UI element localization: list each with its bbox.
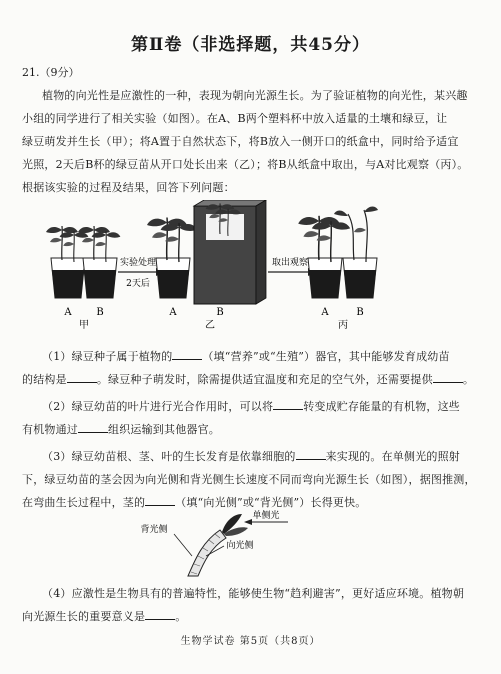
answer-blank[interactable] xyxy=(78,421,108,433)
cup-a-label: A xyxy=(64,307,72,318)
cup-b-label: B xyxy=(216,307,224,318)
paper-box xyxy=(194,200,266,304)
group-jia-cups xyxy=(46,226,120,298)
q4-line1: （4）应激性是生物具有的普遍特性，能够使生物“趋利避害”，更好适应环境。植物朝 xyxy=(42,587,465,600)
q3-line1: （3）绿豆幼苗根、茎、叶的生长发育是依靠细胞的 来实现的。在单侧光的照射 xyxy=(42,450,461,463)
q3-line3: 在弯曲生长过程中，茎的 （填“向光侧”或“背光侧”）长得更快。 xyxy=(22,496,367,509)
answer-blank[interactable] xyxy=(273,398,303,410)
answer-blank[interactable] xyxy=(172,348,202,360)
q2-line2: 有机物通过 组织运输到其他器官。 xyxy=(22,423,220,436)
experiment-figure xyxy=(30,200,470,330)
section-title: 第Ⅱ卷（非选择题，共45分） xyxy=(131,35,370,55)
back-side-label: 背光侧 xyxy=(140,525,168,535)
answer-blank[interactable] xyxy=(296,448,326,460)
page-footer: 生物学试卷 第5页（共8页） xyxy=(180,636,321,647)
arrow-experiment-top: 实验处理 xyxy=(119,258,157,268)
cup-b-label: B xyxy=(96,307,104,318)
q2-line1: （2）绿豆幼苗的叶片进行光合作用时，可以将 转变成贮存能量的有机物，这些 xyxy=(42,400,461,413)
q3-line2: 下，绿豆幼苗的茎会因为向光侧和背光侧生长速度不同而弯向光源生长（如图），据图推测， xyxy=(22,473,476,486)
answer-blank[interactable] xyxy=(67,371,97,383)
intro-line: 植物的向光性是应激性的一种，表现为朝向光源生长。为了验证植物的向光性，某兴趣 xyxy=(42,89,468,102)
group-yi-label: 乙 xyxy=(205,320,215,330)
intro-line: 绿豆萌发并生长（甲）；将A置于自然状态下，将B放入一侧开口的纸盒中，同时给予适宜 xyxy=(22,135,459,148)
intro-line: 小组的同学进行了相关实验（如图）。在A、B两个塑料杯中放入适量的土壤和绿豆，让 xyxy=(22,112,448,125)
cup-a-label: A xyxy=(169,307,177,318)
light-side-label: 向光侧 xyxy=(226,541,254,551)
q1-line1: （1）绿豆种子属于植物的 （填“营养”或“生殖”）器官，其中能够发育成幼苗 xyxy=(42,350,450,363)
cup-a-label: A xyxy=(321,307,329,318)
arrow-observe-top: 取出观察 xyxy=(271,258,309,268)
q1-line2: 的结构是 。绿豆种子萌发时，除需提供适宜温度和充足的空气外，还需要提供 。 xyxy=(22,373,475,386)
question-number: 21.（9分） xyxy=(22,66,80,79)
intro-line: 根据该实验的过程及结果，回答下列问题： xyxy=(22,181,235,194)
single-light-label: 单侧光 xyxy=(252,511,280,521)
q4-line2: 向光源生长的重要意义是 。 xyxy=(22,610,187,623)
intro-line: 光照，2天后B杯的绿豆苗从开口处长出来（乙）；将B从纸盒中取出，与A对比观察（丙）。 xyxy=(22,158,469,171)
arrow-experiment-bottom: 2天后 xyxy=(126,279,150,289)
stem-bend-figure xyxy=(140,508,310,578)
group-jia-label: 甲 xyxy=(79,320,89,330)
group-bing-cups xyxy=(298,207,378,299)
answer-blank[interactable] xyxy=(145,608,175,620)
answer-blank[interactable] xyxy=(433,371,463,383)
answer-blank[interactable] xyxy=(145,494,175,506)
group-bing-label: 丙 xyxy=(338,320,348,330)
cup-b-label: B xyxy=(356,307,364,318)
